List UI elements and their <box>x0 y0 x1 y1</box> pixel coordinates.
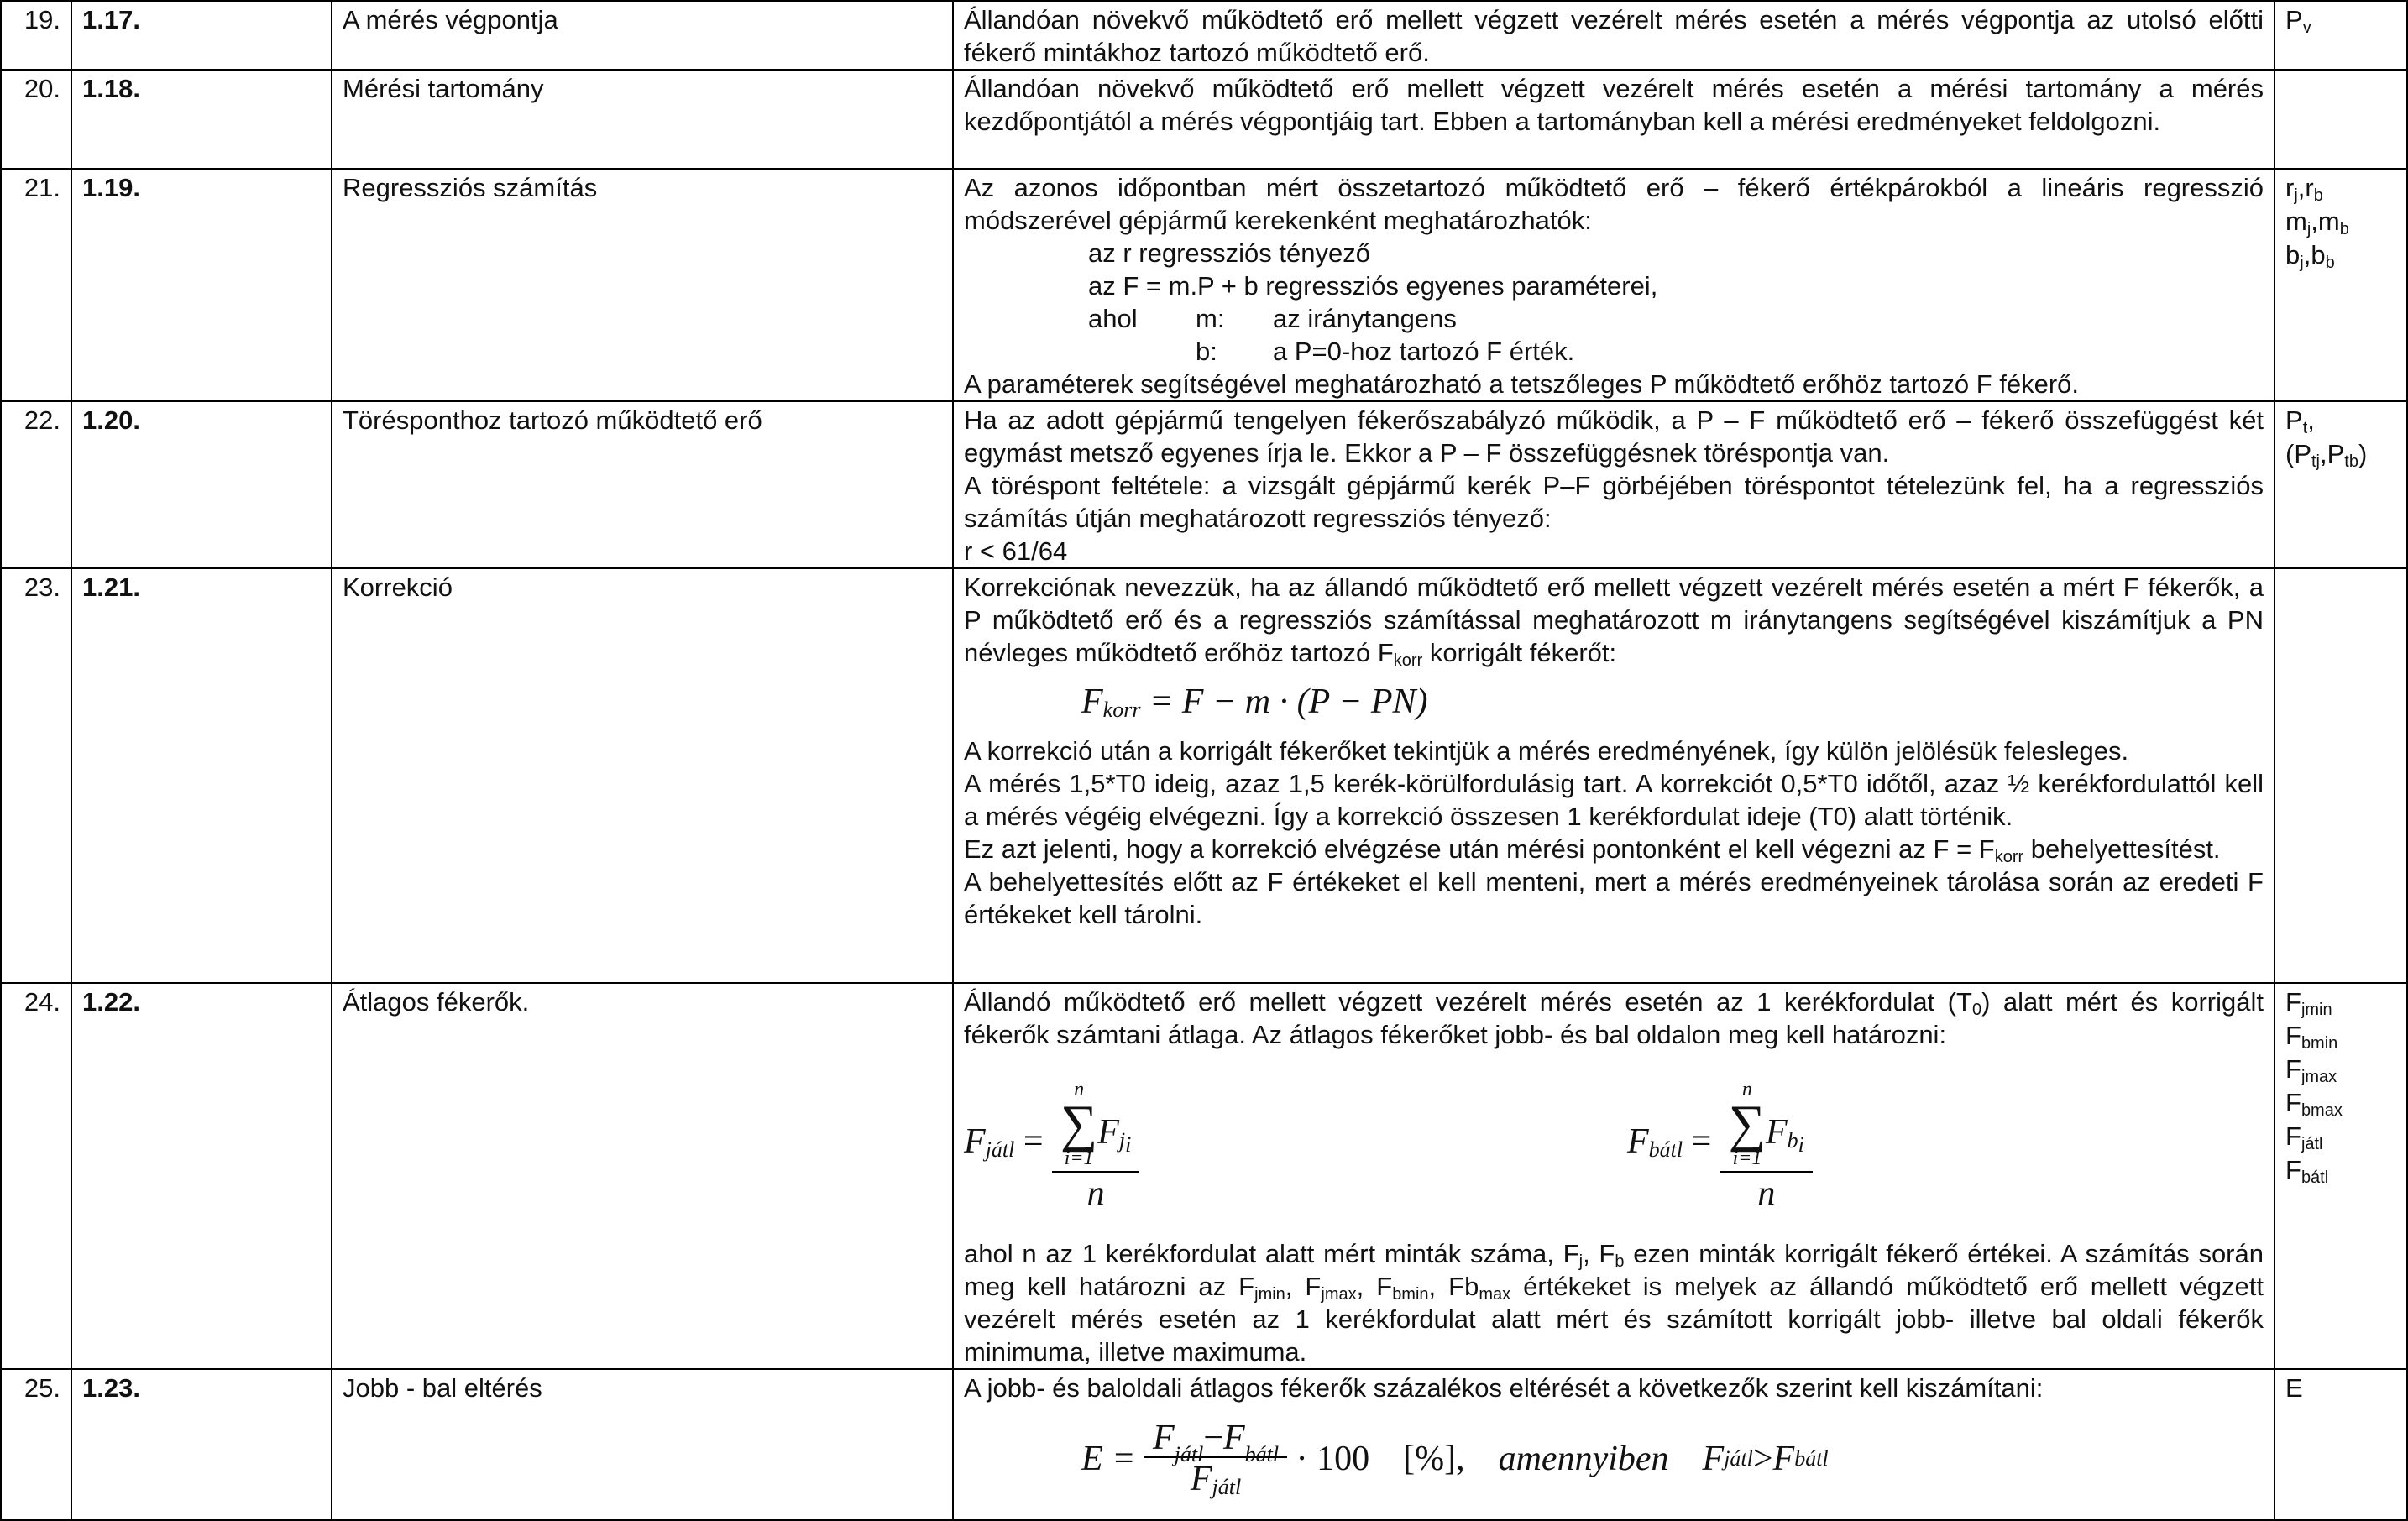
paragraph: A jobb- és baloldali átlagos fékerők százalékos eltérését a következők szerint kell kiszámítani: <box>964 1373 2044 1403</box>
table-row <box>1 169 2407 401</box>
symbol-cell <box>2275 401 2407 568</box>
table-row <box>1 568 2407 983</box>
table-row <box>1 983 2407 1369</box>
description-cell <box>953 983 2275 1369</box>
symbol: $P_t$, <box>2285 405 2315 437</box>
list-item: az F = m.P + b regressziós egyenes paraméterei, <box>1088 271 1658 301</box>
section-code: 1.21. <box>71 568 332 983</box>
sum-symbol: n ∑ i=1 <box>1060 1078 1098 1169</box>
sum-symbol: n ∑ i=1 <box>1728 1078 1766 1169</box>
symbol-cell <box>2275 568 2407 983</box>
paragraph: r < 61/64 <box>964 536 1068 566</box>
symbol-cell <box>2275 983 2407 1369</box>
row-number: 25. <box>1 1369 71 1520</box>
paragraph: ahol n az 1 kerékfordulat alatt mért minták száma, $F_j$, $F_b$ ezen minták korrigált fékerő értékei. A számítás során meg kell határozni az $F_{jmin}$, $F_{jmax}$, $F_{bmin}$, $Fb_{max}$ értékeket is melyek az állandó működtető erő mellett végzett vezérelt mérés esetén az 1 kerékfordulat alatt mért és számított korrigált jobb- illetve bal oldali fékerők minimuma, illetve maximuma. <box>964 1239 2264 1367</box>
fraction: n ∑ i=1 $F_{j_i}$ n <box>1052 1079 1139 1210</box>
average-formulas <box>964 1051 2264 1237</box>
description-cell: Állandóan növekvő működtető erő mellett végzett vezérelt mérés esetén a mérés végpontja az utolsó előtti fékerő mintákhoz tartozó működtető erő. <box>953 1 2275 70</box>
row-number: 22. <box>1 401 71 568</box>
row-number: 20. <box>1 70 71 169</box>
correction-formula: $F_{korr} = F - m \cdot (P - PN)$ <box>1081 682 1428 722</box>
table-row <box>1 70 2407 169</box>
row-number: 21. <box>1 169 71 401</box>
list-item: az r regressziós tényező <box>1088 238 1370 268</box>
paragraph: Korrekciónak nevezzük, ha az állandó működtető erő mellett végzett vezérelt mérés esetén a mért F fékerők, a P működtető erő és a regressziós számítással meghatározott m iránytangens segítségével kiszámítjuk a PN névleges működtető erőhöz tartozó $F_{korr}$ korrigált fékerőt: <box>964 572 2264 670</box>
paragraph: Ez azt jelenti, hogy a korrekció elvégzése után mérési pontonként el kell végezni az $F = F_{korr}$ behelyettesítést. <box>964 834 2221 866</box>
row-number: 19. <box>1 1 71 70</box>
right-average-formula: $F_{játl}$ = n ∑ i=1 $F_{j_i}$ n <box>964 1079 1627 1210</box>
symbol: $b_j,b_b$ <box>2285 240 2335 272</box>
symbol-cell <box>2275 169 2407 401</box>
symbol: $F_{játl}$ <box>2285 1121 2323 1153</box>
symbol-cell: E <box>2275 1369 2407 1520</box>
section-code: 1.17. <box>71 1 332 70</box>
symbol: $r_j,r_b$ <box>2285 173 2323 205</box>
symbol: $F_{jmax}$ <box>2285 1054 2337 1086</box>
symbol: $m_j,m_b$ <box>2285 206 2349 238</box>
term-cell: Törésponthoz tartozó működtető erő <box>332 401 953 568</box>
section-code: 1.20. <box>71 401 332 568</box>
section-code: 1.23. <box>71 1369 332 1520</box>
symbol-cell <box>2275 70 2407 169</box>
term-cell: A mérés végpontja <box>332 1 953 70</box>
row-number: 23. <box>1 568 71 983</box>
symbol: $F_{bmax}$ <box>2285 1088 2343 1120</box>
paragraph: A töréspont feltétele: a vizsgált gépjármű kerék P–F görbéjében töréspontot tételezünk fel, ha a regressziós számítás útján meghatározott regressziós tényező: <box>964 471 2264 533</box>
paragraph: A korrekció után a korrigált fékerőket tekintjük a mérés eredményének, így külön jelölésük felesleges. <box>964 736 2129 766</box>
left-average-formula: $F_{bátl}$ = n ∑ i=1 $F_{b_i}$ n <box>1627 1079 1813 1210</box>
description-cell: Állandóan növekvő működtető erő mellett végzett vezérelt mérés esetén a mérési tartomány a mérés kezdőpontjától a mérés végpontjáig tart. Ebben a tartományban kell a mérési eredményeket feldolgozni. <box>953 70 2275 169</box>
term-cell: Átlagos fékerők. <box>332 983 953 1369</box>
definition-line: ahol m: az iránytangens <box>1088 304 1457 333</box>
term-cell: Jobb - bal eltérés <box>332 1369 953 1520</box>
table-row <box>1 1369 2407 1520</box>
table-row <box>1 1 2407 70</box>
paragraph: A mérés 1,5*T0 ideig, azaz 1,5 kerék-körülfordulásig tart. A korrekciót 0,5*T0 időtől, azaz ½ kerékfordulattól kell a mérés végéig elvégezni. Így a korrekció összesen 1 kerékfordulat ideje (T0) alatt történik. <box>964 769 2264 831</box>
deviation-formula: E = F játl − F bátl $F_{játl}$ · 100 [%], amennyiben F játl > F bátl <box>1081 1419 1829 1499</box>
description-cell <box>953 401 2275 568</box>
symbol: $F_{jmin}$ <box>2285 987 2332 1019</box>
symbol: $F_{bmin}$ <box>2285 1021 2338 1053</box>
fraction: n ∑ i=1 $F_{b_i}$ n <box>1720 1079 1813 1210</box>
symbol-cell: $P_v$ <box>2275 1 2407 70</box>
description-cell <box>953 169 2275 401</box>
table-row <box>1 401 2407 568</box>
description-cell <box>953 568 2275 983</box>
term-cell: Regressziós számítás <box>332 169 953 401</box>
paragraph: Állandó működtető erő mellett végzett vezérelt mérés esetén az 1 kerékfordulat $(T_0)$ alatt mért és korrigált fékerők számtani átlaga. Az átlagos fékerőket jobb- és bal oldalon meg kell határozni: <box>964 987 2264 1049</box>
description-cell <box>953 1369 2275 1520</box>
row-number: 24. <box>1 983 71 1369</box>
paragraph: Az azonos időpontban mért összetartozó működtető erő – fékerő értékpárokból a lineáris regresszió módszerével gépjármű kerekenként meghatározhatók: <box>964 173 2264 235</box>
term-cell: Korrekció <box>332 568 953 983</box>
symbol: $F_{bátl}$ <box>2285 1155 2329 1187</box>
paragraph: A paraméterek segítségével meghatározható a tetszőleges P működtető erőhöz tartozó F fékerő. <box>964 369 2080 399</box>
paragraph: Ha az adott gépjármű tengelyen fékerőszabályzó működik, a P – F működtető erő – fékerő összefüggést két egymást metsző egyenes írja le. Ekkor a P – F összefüggésnek töréspontja van. <box>964 405 2264 468</box>
section-code: 1.22. <box>71 983 332 1369</box>
section-code: 1.18. <box>71 70 332 169</box>
term-cell: Mérési tartomány <box>332 70 953 169</box>
definition-line: b: a P=0-hoz tartozó F érték. <box>1196 337 1575 366</box>
section-code: 1.19. <box>71 169 332 401</box>
symbol: $(P_{tj},P_{tb})$ <box>2285 439 2368 471</box>
fraction: F játl − F bátl $F_{játl}$ <box>1144 1422 1287 1496</box>
paragraph: A behelyettesítés előtt az F értékeket el kell menteni, mert a mérés eredményeinek tárolása során az eredeti F értékeket kell tárolni. <box>964 867 2264 929</box>
